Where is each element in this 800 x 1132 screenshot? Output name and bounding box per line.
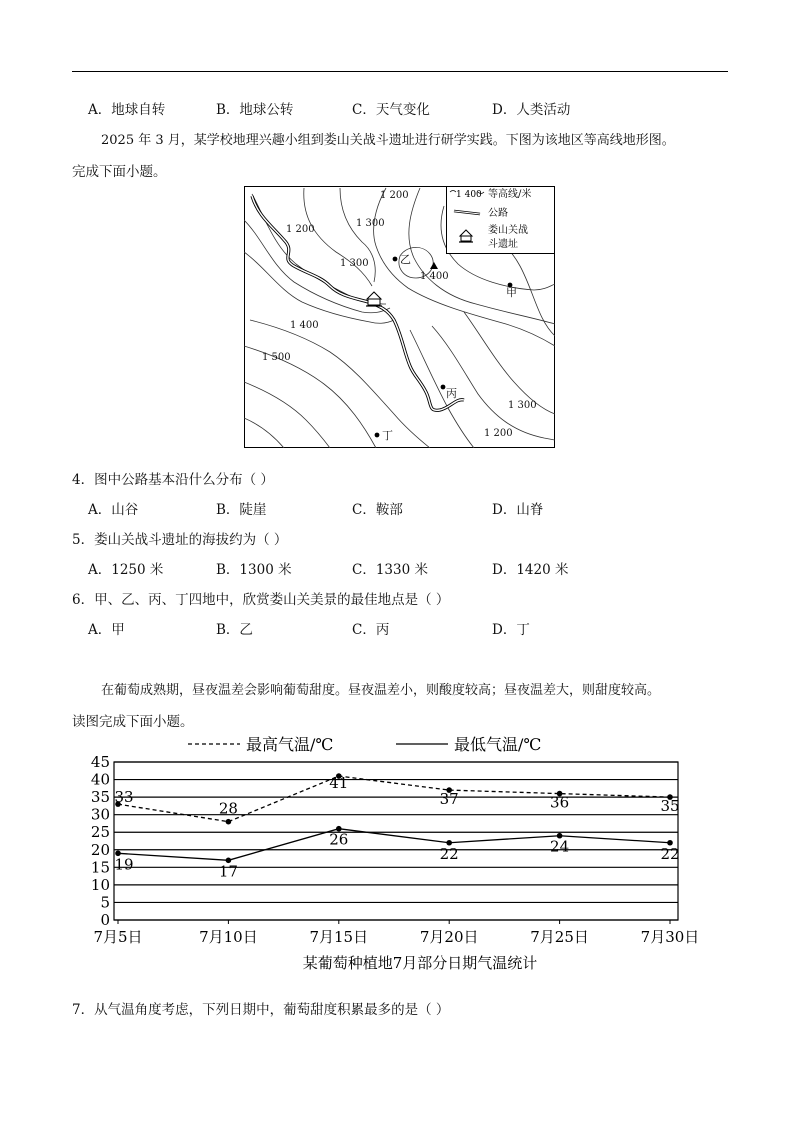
q3-option-b[interactable]: B．地球公转 xyxy=(216,102,294,118)
q4-option-c[interactable]: C．鞍部 xyxy=(352,502,403,518)
q6-option-b[interactable]: B．乙 xyxy=(216,622,253,638)
contour-map xyxy=(244,186,555,448)
contour-label: 1 200 xyxy=(286,224,315,235)
x-tick-label: 7月15日 xyxy=(309,928,369,946)
max-temp-data-label: 41 xyxy=(329,774,349,793)
contour-label: 1 300 xyxy=(340,258,369,269)
point-ding-dot xyxy=(375,433,380,438)
q7-stem: 7．从气温角度考虑，下列日期中，葡萄甜度积累最多的是（ ） xyxy=(72,1002,450,1018)
legend-contour-text: 等高线/米 xyxy=(488,189,532,200)
legend-max-label: 最高气温/℃ xyxy=(246,735,334,754)
place-bing: 丙 xyxy=(446,387,457,400)
place-ding: 丁 xyxy=(382,429,393,442)
max-temp-data-label: 28 xyxy=(218,799,238,818)
header-rule xyxy=(72,71,728,72)
y-tick-label: 5 xyxy=(100,893,110,912)
point-bing-dot xyxy=(441,385,446,390)
point-yi-dot xyxy=(393,257,398,262)
y-tick-label: 20 xyxy=(90,840,110,859)
min-temp-data-label: 26 xyxy=(329,830,349,849)
min-temp-data-label: 22 xyxy=(660,844,680,863)
passage2-line1: 在葡萄成熟期，昼夜温差会影响葡萄甜度。昼夜温差小，则酸度较高；昼夜温差大，则甜度较高。 xyxy=(101,683,661,698)
temperature-chart xyxy=(88,732,728,972)
chart-legend xyxy=(188,735,541,754)
y-tick-label: 25 xyxy=(90,823,110,842)
max-temp-data-label: 33 xyxy=(114,788,134,807)
legend-road-text: 公路 xyxy=(488,208,508,219)
min-temp-data-label: 22 xyxy=(439,844,459,863)
legend-site-line2: 斗遗址 xyxy=(488,239,518,250)
y-tick-label: 40 xyxy=(90,770,110,789)
legend-site-line1: 娄山关战 xyxy=(488,225,528,236)
place-yi: 乙 xyxy=(400,253,411,266)
q5-option-d[interactable]: D．1420 米 xyxy=(492,562,569,578)
x-tick-label: 7月25日 xyxy=(530,928,589,946)
min-temp-data-label: 24 xyxy=(550,837,570,856)
contour-label: 1 300 xyxy=(508,400,537,411)
max-temp-point xyxy=(226,819,232,825)
contour-label: 1 300 xyxy=(356,218,385,229)
y-tick-label: 30 xyxy=(90,805,110,824)
passage1-line1: 2025 年 3 月，某学校地理兴趣小组到娄山关战斗遗址进行研学实践。下图为该地区等高线地形图。 xyxy=(101,133,675,148)
plot-frame xyxy=(114,762,678,920)
map-legend xyxy=(447,187,555,254)
q4-stem: 4．图中公路基本沿什么分布（ ） xyxy=(72,472,274,488)
contour-label: 1 200 xyxy=(380,190,409,201)
peak-label: 1 400 xyxy=(420,271,449,282)
q6-option-a[interactable]: A．甲 xyxy=(88,622,125,638)
q5-option-b[interactable]: B．1300 米 xyxy=(216,562,292,578)
max-temp-data-label: 35 xyxy=(660,797,680,816)
passage1-line2: 完成下面小题。 xyxy=(72,164,167,180)
y-tick-label: 10 xyxy=(90,875,110,894)
q5-stem: 5．娄山关战斗遗址的海拔约为（ ） xyxy=(72,532,288,548)
y-tick-label: 15 xyxy=(90,858,110,877)
y-tick-label: 0 xyxy=(100,911,110,929)
q4-option-a[interactable]: A．山谷 xyxy=(88,502,139,518)
x-tick-label: 7月5日 xyxy=(93,928,143,946)
contour-label: 1 400 xyxy=(290,320,319,331)
max-temp-data-label: 37 xyxy=(439,790,459,809)
q5-option-c[interactable]: C．1330 米 xyxy=(352,562,428,578)
chart-title: 某葡萄种植地7月部分日期气温统计 xyxy=(302,954,538,972)
q4-option-b[interactable]: B．陡崖 xyxy=(216,502,267,518)
q6-option-c[interactable]: C．丙 xyxy=(352,622,390,638)
q3-option-c[interactable]: C．天气变化 xyxy=(352,102,430,118)
q3-option-d[interactable]: D．人类活动 xyxy=(492,102,571,118)
q6-option-d[interactable]: D．丁 xyxy=(492,622,530,638)
max-temp-data-label: 36 xyxy=(550,793,570,812)
min-temp-data-label: 17 xyxy=(218,862,238,881)
q6-stem: 6．甲、乙、丙、丁四地中，欣赏娄山关美景的最佳地点是（ ） xyxy=(72,592,450,608)
x-tick-label: 7月30日 xyxy=(640,928,700,946)
contour-label: 1 500 xyxy=(262,352,291,363)
contour-label: 1 200 xyxy=(484,428,513,439)
x-tick-label: 7月20日 xyxy=(419,928,479,946)
y-tick-label: 45 xyxy=(90,753,110,771)
passage2-line2: 读图完成下面小题。 xyxy=(72,714,194,730)
y-tick-label: 35 xyxy=(90,788,110,807)
place-jia: 甲 xyxy=(506,286,517,299)
min-temp-data-label: 19 xyxy=(114,855,134,874)
q3-option-a[interactable]: A．地球自转 xyxy=(88,102,166,118)
min-temp-line xyxy=(118,829,670,861)
q4-option-d[interactable]: D．山脊 xyxy=(492,502,544,518)
x-tick-label: 7月10日 xyxy=(199,928,258,946)
legend-min-label: 最低气温/℃ xyxy=(454,735,542,754)
legend-contour-sample: 1 400 xyxy=(456,190,482,200)
q5-option-a[interactable]: A．1250 米 xyxy=(88,562,164,578)
